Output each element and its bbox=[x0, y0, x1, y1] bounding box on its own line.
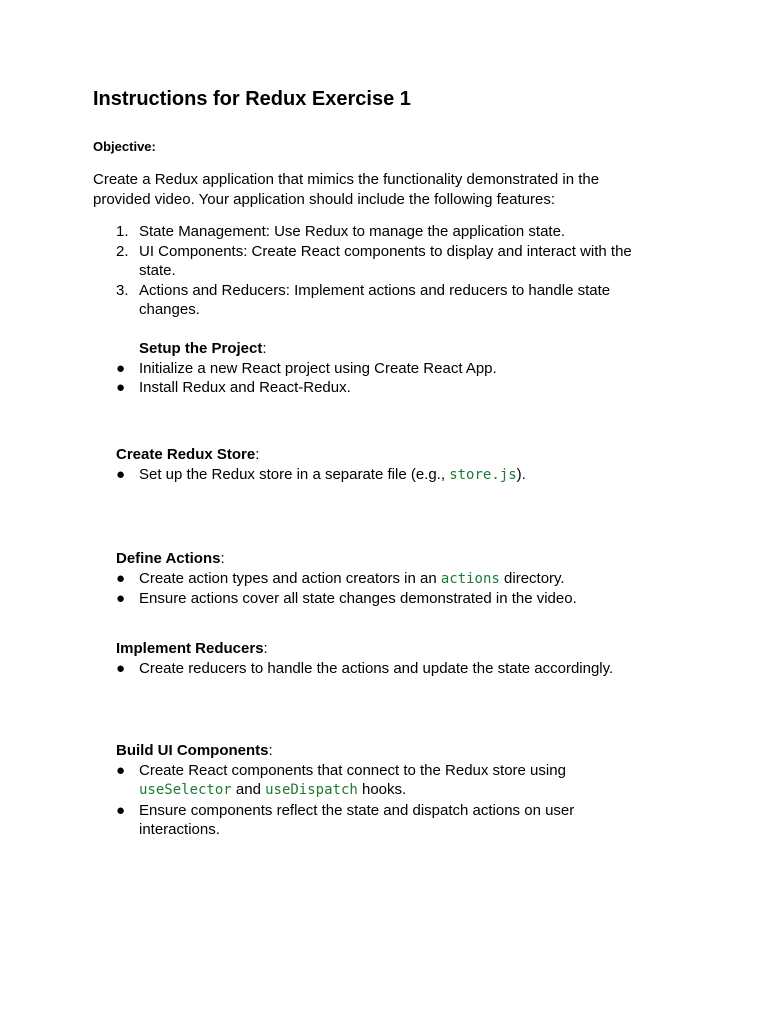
bullet-icon: ● bbox=[116, 659, 126, 677]
feature-text: State Management: Use Redux to manage the application state. bbox=[139, 223, 566, 240]
section-heading-text: Define Actions bbox=[116, 550, 221, 567]
section-heading-text: Create Redux Store bbox=[116, 446, 256, 463]
heading-colon: : bbox=[262, 340, 267, 357]
section-heading bbox=[116, 549, 656, 569]
bullet-item bbox=[116, 801, 656, 840]
section-heading-text: Build UI Components bbox=[116, 742, 269, 759]
code-use-dispatch: useDispatch bbox=[265, 782, 358, 798]
bullet-text-end: hooks. bbox=[357, 781, 407, 798]
bullet-text: Create React components that connect to the Redux store using bbox=[139, 761, 566, 779]
bullet-list bbox=[116, 569, 656, 609]
bullet-icon: ● bbox=[116, 590, 126, 607]
feature-list bbox=[116, 222, 656, 320]
bullet-text: Ensure actions cover all state changes demonstrated in the video. bbox=[139, 590, 577, 607]
section-heading bbox=[116, 639, 656, 659]
bullet-item bbox=[116, 659, 656, 679]
section-build-ui bbox=[116, 741, 656, 840]
bullet-list bbox=[116, 359, 656, 398]
heading-colon: : bbox=[268, 742, 273, 759]
section-create-store bbox=[116, 445, 656, 485]
bullet-text-end: directory. bbox=[499, 569, 565, 587]
section-implement-reducers bbox=[116, 639, 656, 678]
bullet-text: Ensure components reflect the state and dispatch actions on user interactions. bbox=[139, 801, 575, 838]
bullet-item bbox=[116, 359, 656, 379]
feature-number: 1. bbox=[116, 223, 129, 240]
feature-text: Actions and Reducers: Implement actions and reducers to handle state changes. bbox=[139, 281, 611, 318]
bullet-icon: ● bbox=[116, 569, 126, 587]
feature-number: 3. bbox=[116, 281, 129, 299]
bullet-list bbox=[116, 761, 656, 840]
section-setup-project bbox=[116, 339, 656, 398]
bullet-icon: ● bbox=[116, 761, 126, 779]
heading-colon: : bbox=[263, 640, 268, 657]
feature-text: UI Components: Create React components to display and interact with the state. bbox=[139, 242, 632, 279]
bullet-text-mid: and bbox=[231, 781, 266, 798]
bullet-item bbox=[116, 378, 656, 398]
bullet-text: Create reducers to handle the actions and update the state accordingly. bbox=[139, 659, 614, 677]
code-use-selector: useSelector bbox=[139, 782, 232, 798]
bullet-text: Create action types and action creators in an bbox=[139, 569, 441, 587]
heading-colon: : bbox=[255, 446, 260, 463]
bullet-list bbox=[116, 659, 656, 679]
feature-item bbox=[116, 222, 656, 242]
bullet-icon: ● bbox=[116, 801, 126, 819]
section-heading-text: Implement Reducers bbox=[116, 640, 264, 657]
bullet-list bbox=[116, 465, 656, 486]
bullet-icon: ● bbox=[116, 465, 126, 483]
section-heading-text: Setup the Project bbox=[139, 340, 263, 357]
heading-colon: : bbox=[220, 550, 225, 567]
bullet-text: Initialize a new React project using Create React App. bbox=[139, 359, 497, 377]
section-heading bbox=[116, 741, 656, 761]
section-heading bbox=[116, 445, 656, 465]
section-define-actions bbox=[116, 549, 656, 609]
bullet-item bbox=[116, 569, 656, 590]
bullet-icon: ● bbox=[116, 379, 126, 396]
section-heading bbox=[116, 339, 656, 359]
objective-paragraph: Create a Redux application that mimics the functionality demonstrated in the provided video. Your application should include the following features: bbox=[93, 171, 600, 208]
bullet-text-end: ). bbox=[516, 465, 526, 483]
feature-number: 2. bbox=[116, 242, 129, 260]
bullet-item bbox=[116, 761, 656, 801]
code-actions: actions bbox=[440, 570, 500, 587]
document-title: Instructions for Redux Exercise 1 bbox=[93, 88, 411, 110]
bullet-item bbox=[116, 589, 656, 609]
bullet-item bbox=[116, 465, 656, 486]
bullet-text: Set up the Redux store in a separate file (e.g., bbox=[139, 465, 450, 483]
bullet-text: Install Redux and React-Redux. bbox=[139, 379, 351, 396]
feature-item bbox=[116, 281, 656, 320]
code-store-js: store.js bbox=[449, 466, 517, 483]
feature-item bbox=[116, 242, 656, 281]
bullet-icon: ● bbox=[116, 359, 126, 377]
objective-label: Objective: bbox=[93, 139, 156, 154]
